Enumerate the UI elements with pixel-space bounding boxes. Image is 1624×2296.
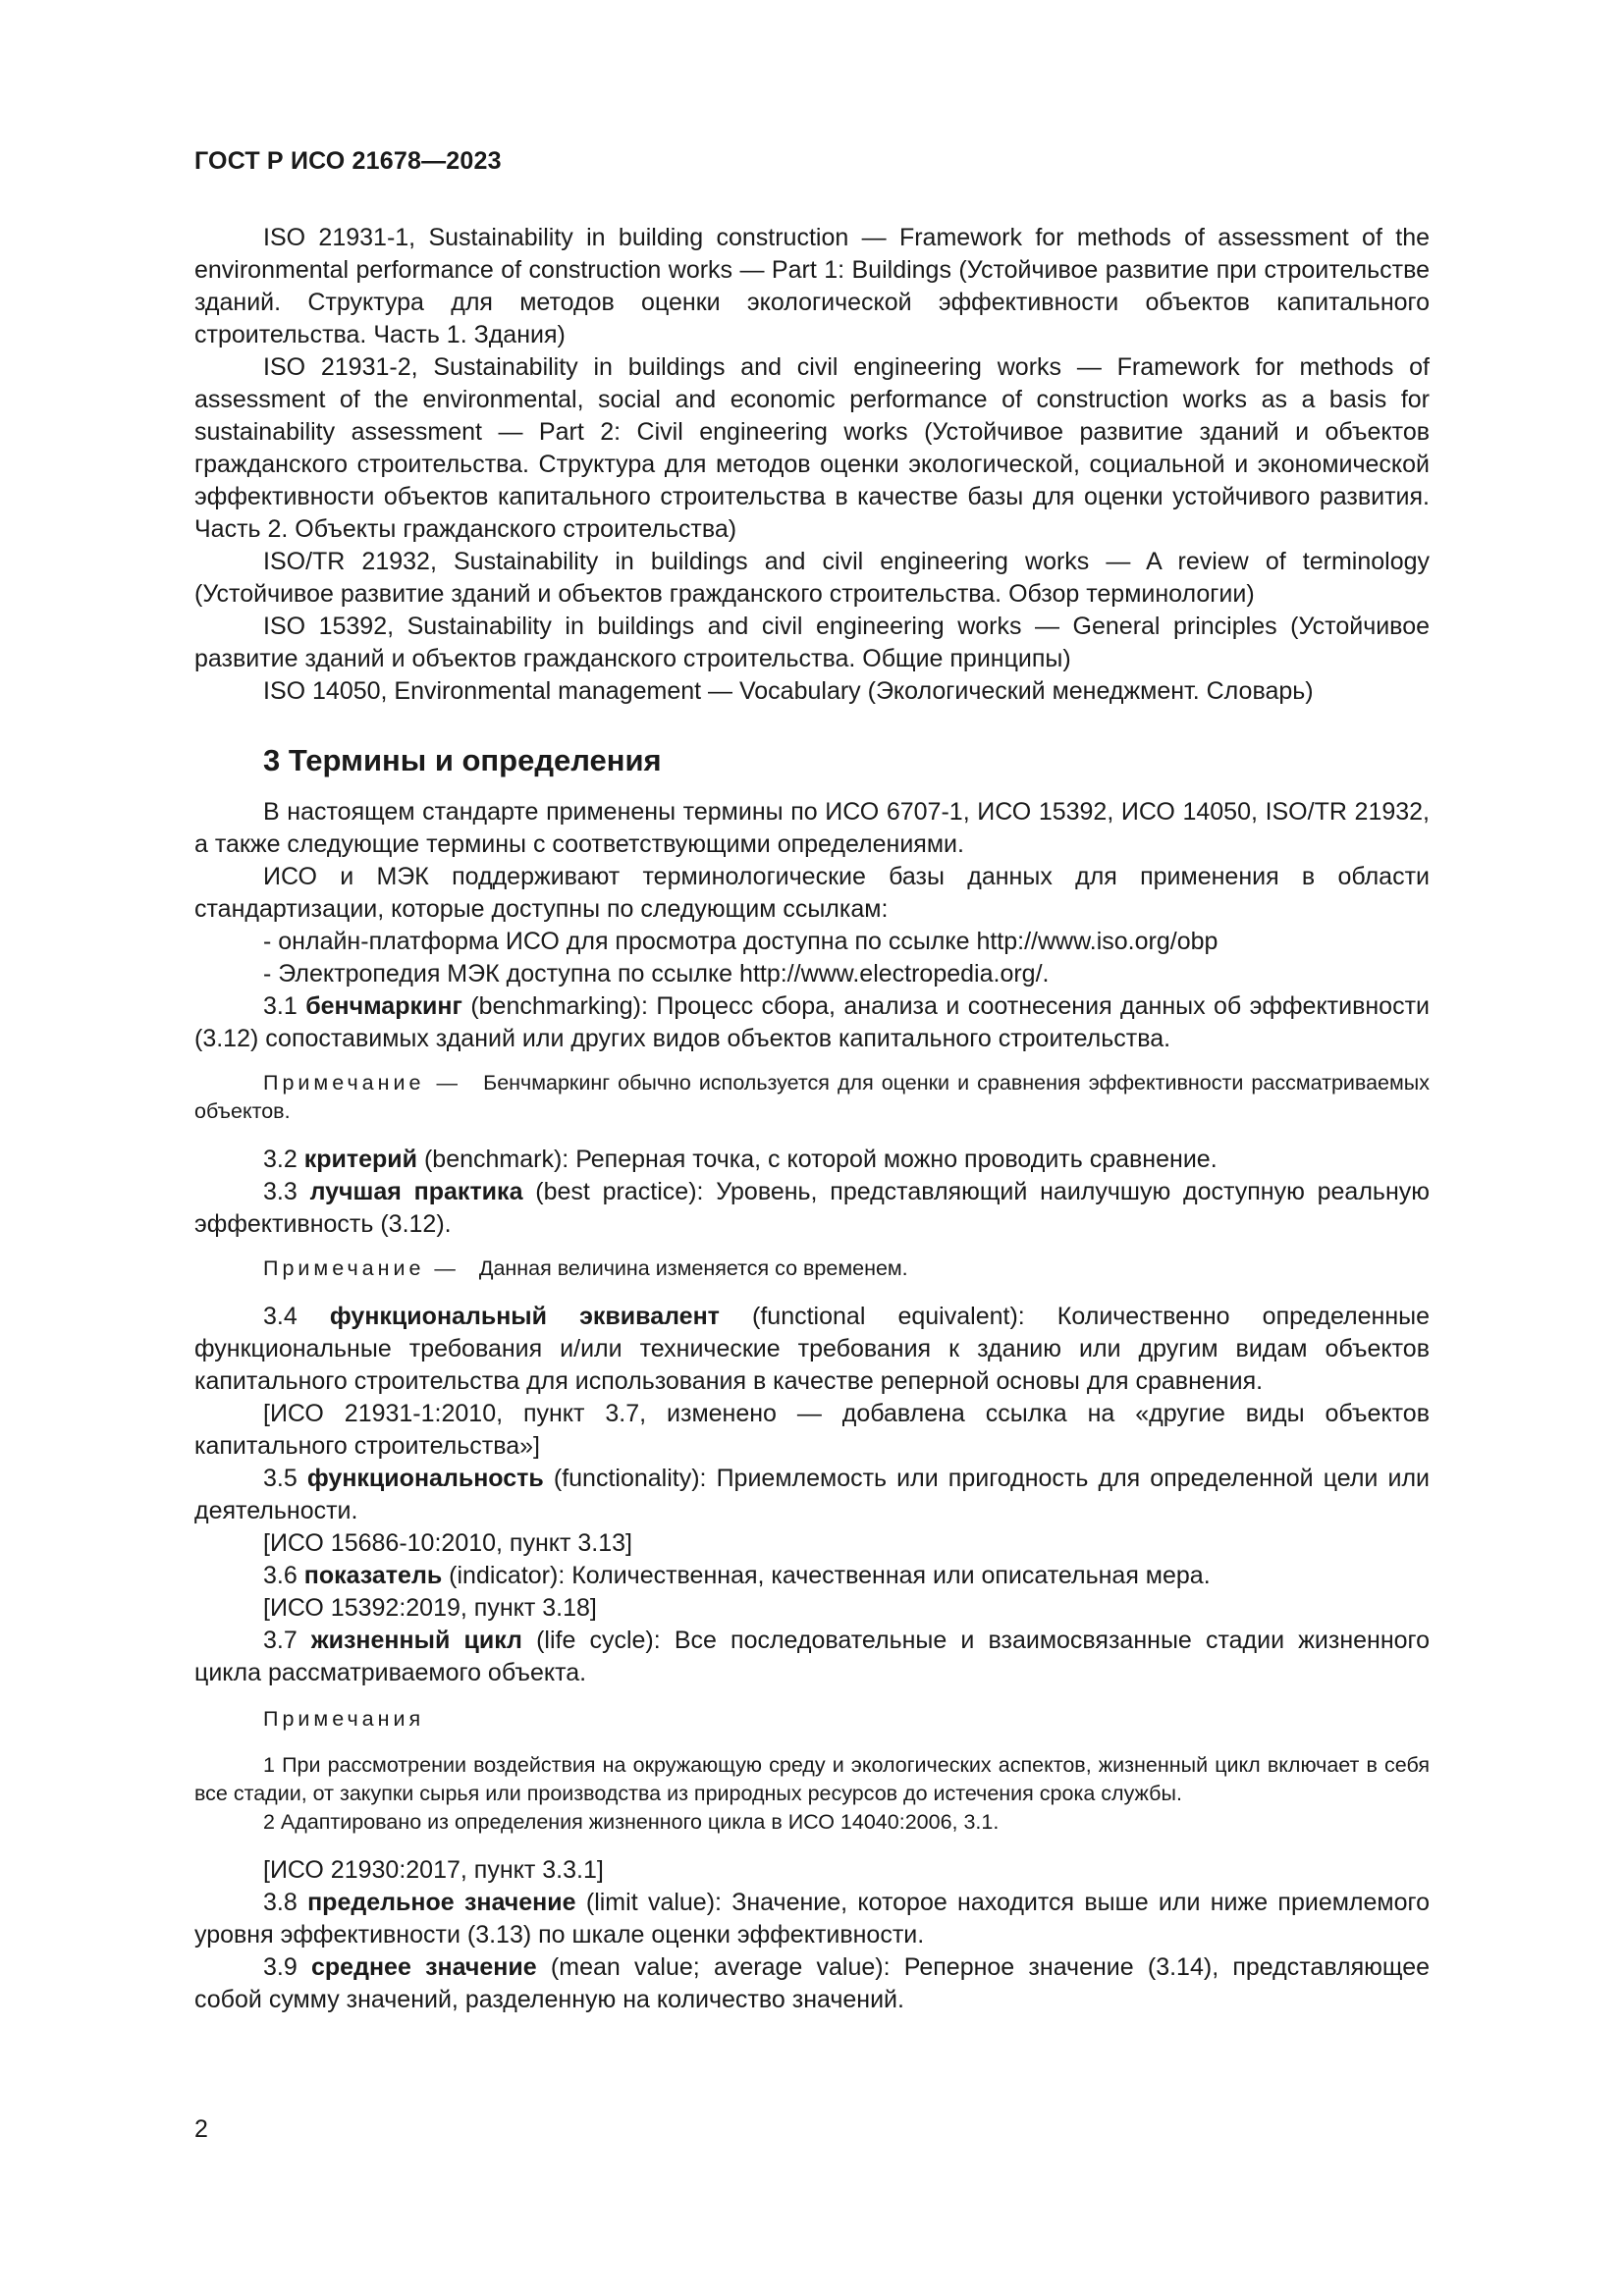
term-name: среднее значение xyxy=(311,1953,537,1981)
term-number: 3.9 xyxy=(263,1953,298,1981)
term-source-3-4: [ИСО 21931-1:2010, пункт 3.7, изменено — добавлена ссылка на «другие виды объектов капитального строительства»] xyxy=(194,1400,1430,1460)
link-electropedia: - Электропедия МЭК доступна по ссылке http://www.electropedia.org/. xyxy=(263,960,1050,988)
term-definition: (benchmark): Реперная точка, с которой можно проводить сравнение. xyxy=(423,1146,1218,1173)
term-number: 3.3 xyxy=(263,1178,298,1205)
reference-iso-21931-1: ISO 21931-1, Sustainability in building construction — Framework for methods of assessment of the environmental performance of construction works — Part 1: Buildings (Устойчивое развитие при строительстве зданий. Структура для методов оценки экологической эффективности объектов капитального строительства. Часть 1. Здания) xyxy=(194,224,1430,348)
term-source-3-7: [ИСО 21930:2017, пункт 3.3.1] xyxy=(263,1856,604,1884)
term-definition: (functionality): Приемлемость или пригодность для определенной цели или деятельности. xyxy=(194,1465,1431,1524)
term-definition: (mean value; average value): Реперное значение (3.14), представляющее собой сумму значений, разделенную на количество значений. xyxy=(194,1953,1430,2013)
note-3-1 xyxy=(194,1069,1430,1126)
note-label: Примечание — xyxy=(263,1071,462,1095)
note-text: Бенчмаркинг обычно используется для оценки и сравнения эффективности рассматриваемых объектов. xyxy=(194,1071,1430,1123)
term-definition: (functional equivalent): Количественно определенные функциональные требования и/или технические требования к зданию или другим видам объектов капитального строительства для использования в качестве реперной основы для сравнения. xyxy=(194,1303,1431,1395)
term-entry-3-9 xyxy=(194,1951,1430,2016)
term-entry-3-1 xyxy=(194,990,1430,1055)
section-title: 3 Термины и определения xyxy=(263,743,662,777)
term-definition: (best practice): Уровень, представляющий наилучшую доступную реальную эффективность (3.12). xyxy=(194,1178,1430,1238)
term-number: 3.7 xyxy=(263,1627,298,1654)
term-definition: (indicator): Количественная, качественная или описательная мера. xyxy=(449,1562,1211,1589)
term-name: предельное значение xyxy=(307,1889,576,1916)
iso-iec-databases: ИСО и МЭК поддерживают терминологические базы данных для применения в области стандартизации, которые доступны по следующим ссылкам: xyxy=(194,863,1430,923)
note-text: Данная величина изменяется со временем. xyxy=(478,1256,908,1280)
term-entry-3-6 xyxy=(194,1560,1430,1592)
reference-iso-15392: ISO 15392, Sustainability in buildings and civil engineering works — General principles (Устойчивое развитие зданий и объектов гражданского строительства. Общие принципы) xyxy=(194,613,1430,672)
term-entry-3-3 xyxy=(194,1176,1430,1241)
note-label: Примечание — xyxy=(263,1256,460,1280)
page-body xyxy=(194,222,1430,2016)
term-name: лучшая практика xyxy=(309,1178,523,1205)
notes-label-3-7: Примечания xyxy=(263,1707,425,1731)
note-3-3 xyxy=(194,1255,1430,1283)
page-number: 2 xyxy=(194,2115,208,2143)
term-entry-3-2 xyxy=(194,1144,1430,1176)
term-number: 3.1 xyxy=(263,992,298,1020)
term-entry-3-4 xyxy=(194,1301,1430,1398)
term-name: функциональность xyxy=(306,1465,544,1492)
reference-iso-tr-21932: ISO/TR 21932, Sustainability in buildings and civil engineering works — A review of terminology (Устойчивое развитие зданий и объектов гражданского строительства. Обзор терминологии) xyxy=(194,548,1430,608)
term-entry-3-7 xyxy=(194,1625,1430,1689)
note-3-7-1: 1 При рассмотрении воздействия на окружающую среду и экологических аспектов, жизненный цикл включает в себя все стадии, от закупки сырья или производства из природных ресурсов до истечения срока службы. xyxy=(194,1753,1430,1805)
reference-iso-21931-2: ISO 21931-2, Sustainability in buildings and civil engineering works — Framework for methods of assessment of the environmental, social and economic performance of construction works as a basis for sustainability assessment — Part 2: Civil engineering works (Устойчивое развитие зданий и объектов гражданского строительства. Структура для методов оценки экологической, социальной и экономической эффективности объектов капитального строительства в качестве базы для оценки устойчивого развития. Часть 2. Объекты гражданского строительства) xyxy=(194,353,1430,543)
term-definition: (limit value): Значение, которое находится выше или ниже приемлемого уровня эффективности (3.13) по шкале оценки эффективности. xyxy=(194,1889,1430,1949)
term-entry-3-5 xyxy=(194,1463,1430,1527)
term-name: функциональный эквивалент xyxy=(329,1303,720,1330)
reference-iso-14050: ISO 14050, Environmental management — Vocabulary (Экологический менеджмент. Словарь) xyxy=(263,677,1314,705)
term-name: жизненный цикл xyxy=(310,1627,522,1654)
term-number: 3.8 xyxy=(263,1889,298,1916)
section-intro: В настоящем стандарте применены термины по ИСО 6707-1, ИСО 15392, ИСО 14050, ISO/TR 21932, а также следующие термины с соответствующими определениями. xyxy=(194,798,1430,858)
term-source-3-5: [ИСО 15686-10:2010, пункт 3.13] xyxy=(263,1529,632,1557)
standard-header: ГОСТ Р ИСО 21678—2023 xyxy=(194,147,502,175)
term-definition: (benchmarking): Процесс сбора, анализа и соотнесения данных об эффективности (3.12) сопоставимых зданий или других видов объектов капитального строительства. xyxy=(194,992,1430,1052)
term-entry-3-8 xyxy=(194,1887,1430,1951)
term-number: 3.6 xyxy=(263,1562,298,1589)
term-definition: (life cycle): Все последовательные и взаимосвязанные стадии жизненного цикла рассматриваемого объекта. xyxy=(194,1627,1431,1686)
term-name: показатель xyxy=(303,1562,443,1589)
term-name: критерий xyxy=(303,1146,418,1173)
term-number: 3.2 xyxy=(263,1146,298,1173)
term-number: 3.4 xyxy=(263,1303,298,1330)
term-source-3-6: [ИСО 15392:2019, пункт 3.18] xyxy=(263,1594,597,1622)
link-iso-obp: - онлайн-платформа ИСО для просмотра доступна по ссылке http://www.iso.org/obp xyxy=(263,928,1218,955)
note-3-7-2: 2 Адаптировано из определения жизненного цикла в ИСО 14040:2006, 3.1. xyxy=(263,1810,1000,1834)
term-name: бенчмаркинг xyxy=(305,992,462,1020)
term-number: 3.5 xyxy=(263,1465,298,1492)
